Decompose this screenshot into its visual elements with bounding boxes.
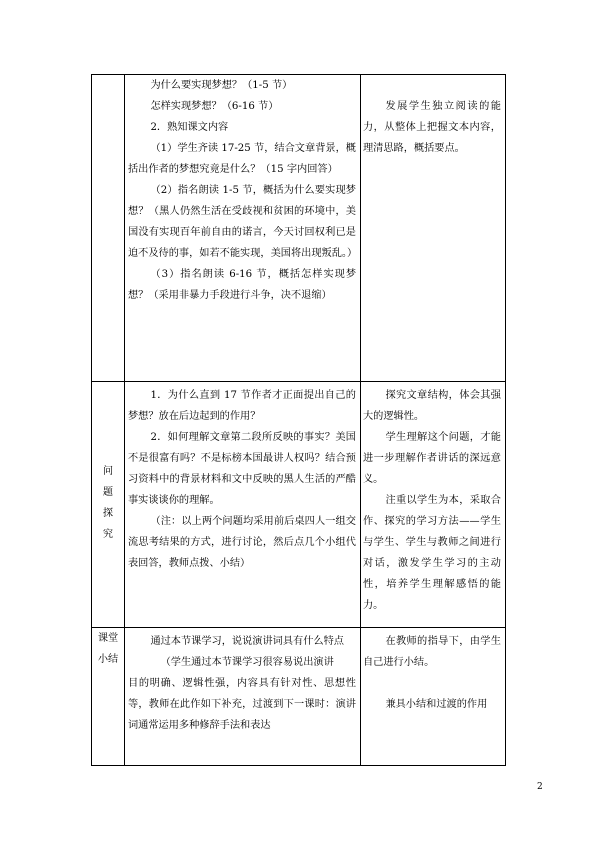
content-line: （学生通过本节课学习很容易说出演讲 [160,657,334,668]
content-line: （3）指名朗读 6-16 节，概括怎样实现梦想？（采用非暴力手段进行斗争，决不退缩） [128,269,356,301]
purpose-cell [361,382,506,628]
content-line: 目的明确、逻辑性强，内容具有针对性、思想性等，教师在此作如下补充，过渡到下一课时：演讲词通常运用多种修辞手法和表达 [128,678,356,731]
category-cell [92,75,125,382]
content-line: 2．熟知课文内容 [150,122,229,133]
lesson-plan-table [91,74,506,766]
purpose-line: 学生理解这个问题，才能进一步理解作者讲话的深远意义。 [363,432,501,485]
category-label: 小结 [97,654,119,665]
content-line: 怎样实现梦想？（6-16 节） [150,101,279,112]
content-line: （2）指名朗读 1-5 节，概括为什么要实现梦想？（黑人仍然生活在受歧视和贫困的环境中，美国没有实现百年前自由的诺言，今天讨回权利已是迫不及待的事，如若不能实现，美国将出现叛乱。） [128,185,358,259]
purpose-cell [361,75,506,382]
purpose-line: 在教师的指导下，由学生自己进行小结。 [363,636,501,668]
purpose-line: 发展学生独立阅读的能力，从整体上把握文本内容，理清思路，概括要点。 [363,101,501,154]
purpose-cell [361,628,506,766]
purpose-line: 注重以学生为本，采取合作、探究的学习方法——学生与学生、学生与教师之间进行对话，激发学生学习的主动性，培养学生理解感悟的能力。 [363,495,501,611]
content-line: 为什么要实现梦想？（1-5 节） [150,80,293,91]
purpose-spacer [361,673,505,694]
content-line: （1）学生齐读 17-25 节，结合文章背景，概括出作者的梦想究竟是什么？（15 字内回答） [128,143,356,175]
content-line: 2．如何理解文章第二段所反映的事实？美国不是很富有吗？不是标榜本国最讲人权吗？结合预习资料中的背景材料和文中反映的黑人生活的严酷事实谈谈你的理解。 [128,432,356,506]
table-row-inquiry [92,382,506,628]
category-char: 究 [102,529,114,540]
page-number: 2 [537,782,543,792]
content-cell [125,628,361,766]
category-char: 问 [102,466,114,477]
content-line: 1．为什么直到 17 节作者才正面提出自己的梦想？放在后边起到的作用？ [128,390,356,422]
category-char: 题 [102,487,114,498]
content-line: （注：以上两个问题均采用前后桌四人一组交流思考结果的方式，进行讨论，然后点几个小组代表回答，教师点拨、小结） [128,516,356,569]
table-row-reading [92,75,506,382]
content-cell [125,75,361,382]
category-char: 探 [102,508,114,519]
category-label: 课堂 [97,633,119,644]
content-line: 通过本节课学习，说说演讲词具有什么特点 [150,636,344,647]
purpose-line: 探究文章结构，体会其强大的逻辑性。 [363,390,501,422]
category-cell [92,628,125,766]
category-cell [92,382,125,628]
purpose-line: 兼具小结和过渡的作用 [385,699,488,710]
table-row-summary [92,628,506,766]
content-cell [125,382,361,628]
